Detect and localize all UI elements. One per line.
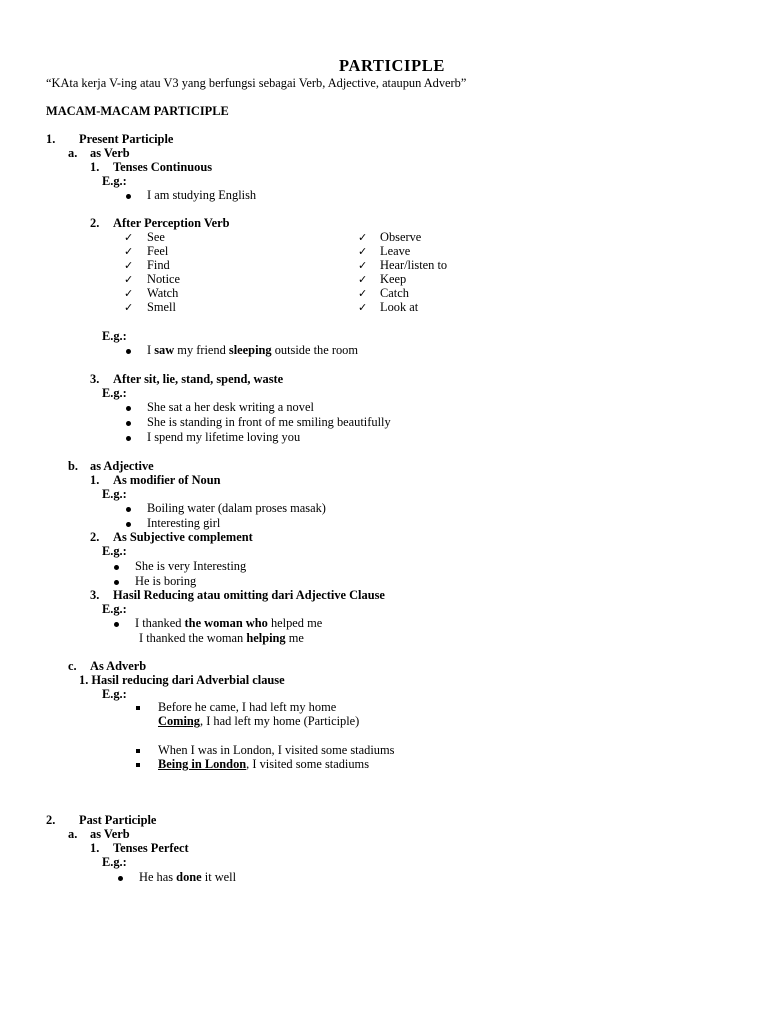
section-number-2: 2.	[46, 813, 56, 827]
checkmark-icon: ✓	[358, 231, 368, 244]
bullet-icon	[114, 565, 119, 570]
bullet-icon	[126, 507, 131, 512]
eg-label: E.g.:	[102, 687, 127, 701]
adverbial-clause-label: 1. Hasil reducing dari Adverbial clause	[79, 673, 285, 687]
perception-verb: See	[147, 230, 165, 244]
bullet-icon	[126, 436, 131, 441]
item-number: 1.	[90, 841, 100, 855]
subsection-letter-b: b.	[68, 459, 78, 473]
present-as-adverb-label: As Adverb	[90, 659, 147, 673]
square-bullet-icon	[136, 749, 140, 753]
example-text: Being in London, I visited some stadiums	[158, 757, 370, 771]
checkmark-icon: ✓	[358, 259, 368, 272]
example-text: Boiling water (dalam proses masak)	[147, 501, 326, 515]
checkmark-icon: ✓	[358, 245, 368, 258]
eg-label: E.g.:	[102, 174, 127, 188]
bullet-icon	[114, 622, 119, 627]
example-text: I thanked the woman who helped me	[135, 616, 323, 630]
bullet-icon	[114, 580, 119, 585]
checkmark-icon: ✓	[124, 245, 134, 258]
example-text: I thanked the woman helping me	[139, 631, 304, 645]
checkmark-icon: ✓	[124, 231, 134, 244]
subsection-letter-a: a.	[68, 146, 78, 160]
checkmark-icon: ✓	[124, 287, 134, 300]
definition-text: “KAta kerja V-ing atau V3 yang berfungsi sebagai Verb, Adjective, ataupun Adverb”	[46, 76, 467, 90]
perception-verb: Smell	[147, 300, 176, 314]
subsection-letter-c: c.	[68, 659, 77, 673]
checkmark-icon: ✓	[124, 273, 134, 286]
example-text: Coming, I had left my home (Participle)	[158, 714, 360, 728]
example-text: I spend my lifetime loving you	[147, 430, 301, 444]
perception-verb: Feel	[147, 244, 169, 258]
tenses-perfect-label: Tenses Perfect	[113, 841, 189, 855]
example-text: When I was in London, I visited some stadiums	[158, 743, 395, 757]
bullet-icon	[126, 349, 131, 354]
bullet-icon	[126, 522, 131, 527]
eg-label: E.g.:	[102, 386, 127, 400]
after-sit-lie-label: After sit, lie, stand, spend, waste	[113, 372, 284, 386]
present-participle-heading: Present Participle	[79, 132, 174, 146]
eg-label: E.g.:	[102, 544, 127, 558]
checkmark-icon: ✓	[124, 259, 134, 272]
bullet-icon	[118, 876, 123, 881]
perception-verb: Observe	[380, 230, 422, 244]
section-number-1: 1.	[46, 132, 56, 146]
subjective-complement-label: As Subjective complement	[113, 530, 253, 544]
item-number: 3.	[90, 588, 100, 602]
bullet-icon	[126, 194, 131, 199]
example-text: Interesting girl	[147, 516, 221, 530]
perception-verb: Hear/listen to	[380, 258, 448, 272]
perception-verb: Leave	[380, 244, 411, 258]
past-as-verb-label: as Verb	[90, 827, 130, 841]
example-text: He has done it well	[139, 870, 237, 884]
checkmark-icon: ✓	[358, 301, 368, 314]
past-participle-heading: Past Participle	[79, 813, 157, 827]
macam-heading: MACAM-MACAM PARTICIPLE	[46, 104, 229, 118]
eg-label: E.g.:	[102, 855, 127, 869]
perception-verb: Catch	[380, 286, 409, 300]
hasil-reducing-adjective-clause-label: Hasil Reducing atau omitting dari Adjective Clause	[113, 588, 385, 602]
perception-verb: Find	[147, 258, 170, 272]
modifier-of-noun-label: As modifier of Noun	[113, 473, 221, 487]
bullet-icon	[126, 406, 131, 411]
item-number: 2.	[90, 530, 100, 544]
eg-label: E.g.:	[102, 602, 127, 616]
after-perception-verb-label: After Perception Verb	[113, 216, 230, 230]
item-number: 3.	[90, 372, 100, 386]
bullet-icon	[126, 421, 131, 426]
eg-label: E.g.:	[102, 487, 127, 501]
perception-verb: Watch	[147, 286, 179, 300]
subsection-letter-a: a.	[68, 827, 78, 841]
checkmark-icon: ✓	[358, 287, 368, 300]
page-title: PARTICIPLE	[339, 56, 445, 75]
checkmark-icon: ✓	[358, 273, 368, 286]
perception-verb: Notice	[147, 272, 181, 286]
square-bullet-icon	[136, 706, 140, 710]
example-text: She is very Interesting	[135, 559, 247, 573]
example-text: Before he came, I had left my home	[158, 700, 337, 714]
example-text: He is boring	[135, 574, 197, 588]
item-number: 2.	[90, 216, 100, 230]
perception-verb: Keep	[380, 272, 407, 286]
present-as-verb-label: as Verb	[90, 146, 130, 160]
item-number: 1.	[90, 473, 100, 487]
eg-label: E.g.:	[102, 329, 127, 343]
present-as-adjective-label: as Adjective	[90, 459, 154, 473]
square-bullet-icon	[136, 763, 140, 767]
example-text: I saw my friend sleeping outside the room	[147, 343, 358, 357]
example-text: She sat a her desk writing a novel	[147, 400, 314, 414]
tenses-continuous-label: Tenses Continuous	[113, 160, 213, 174]
perception-verb: Look at	[380, 300, 419, 314]
item-number: 1.	[90, 160, 100, 174]
example-text: I am studying English	[147, 188, 257, 202]
example-text: She is standing in front of me smiling beautifully	[147, 415, 391, 429]
checkmark-icon: ✓	[124, 301, 134, 314]
